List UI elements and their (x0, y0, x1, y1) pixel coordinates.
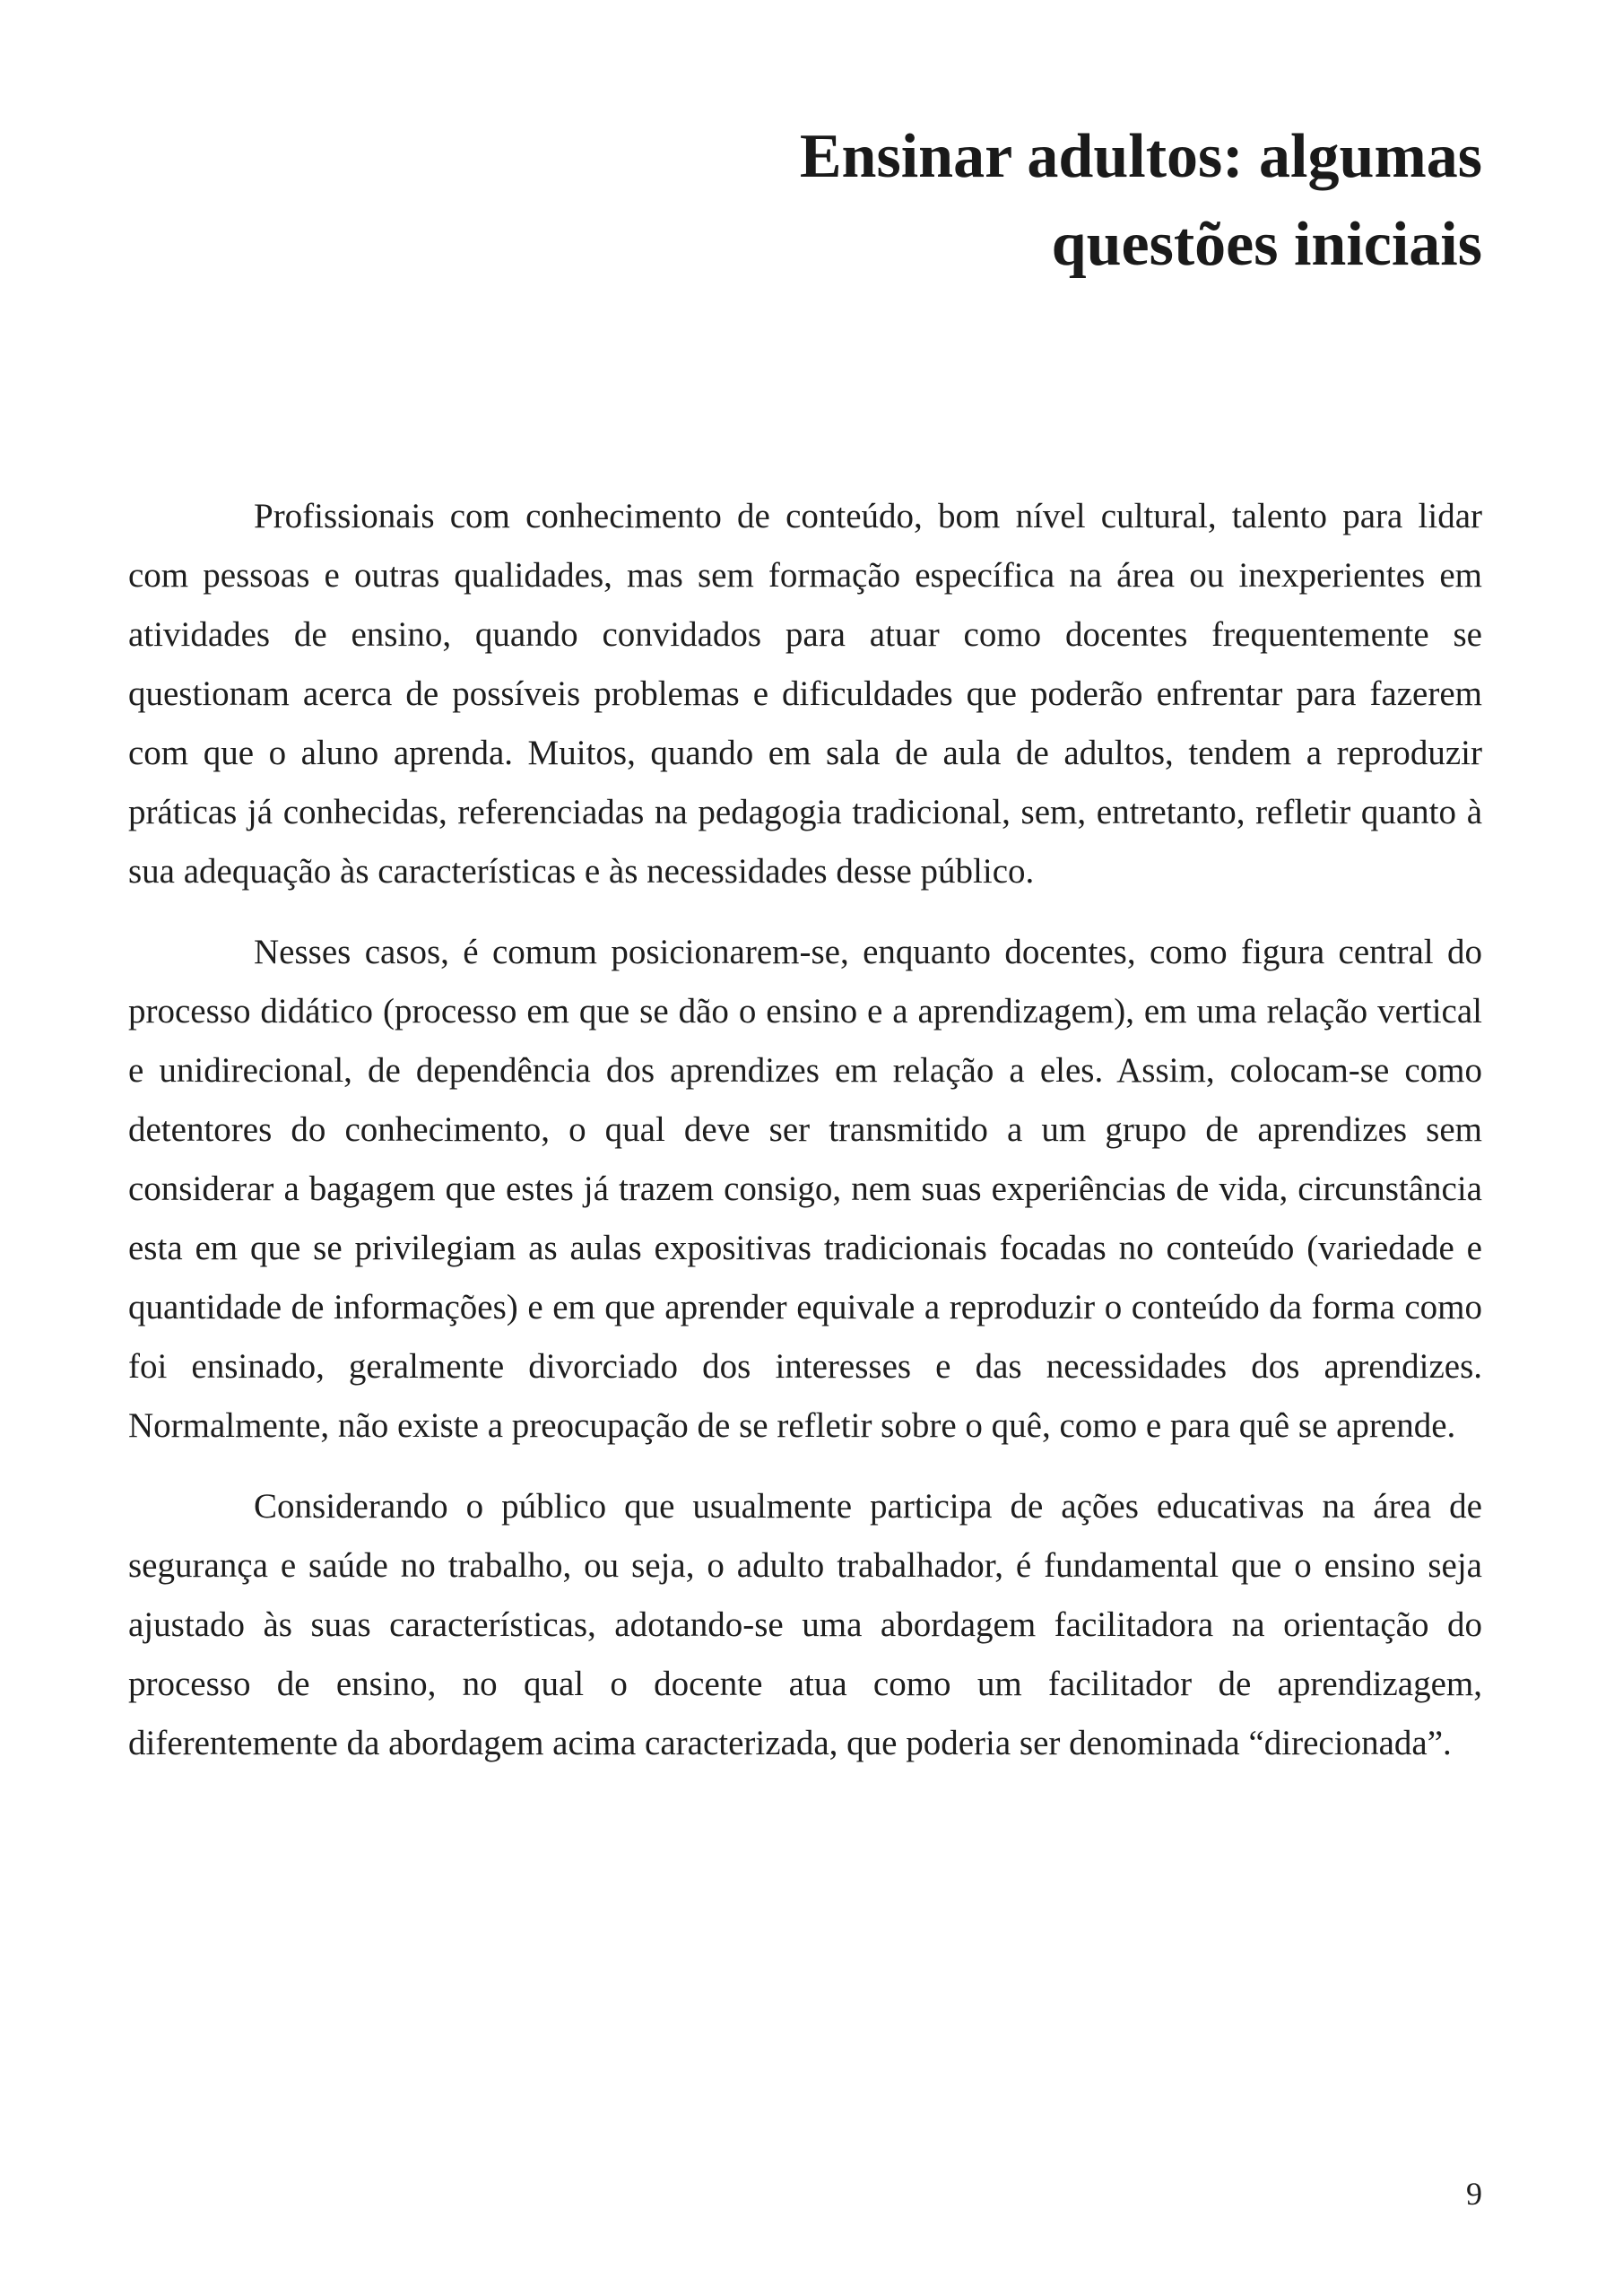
paragraph-2: Nesses casos, é comum posicionarem-se, enquanto docentes, como figura central do processo didático (processo em que se dão o ensino e a aprendizagem), em uma relação vertical e unidirecional, de dependência dos aprendizes em relação a eles. Assim, colocam-se como detentores do conhecimento, o qual deve ser transmitido a um grupo de aprendizes sem considerar a bagagem que estes já trazem consigo, nem suas experiências de vida, circunstância esta em que se privilegiam as aulas expositivas tradicionais focadas no conteúdo (variedade e quantidade de informações) e em que aprender equivale a reproduzir o conteúdo da forma como foi ensinado, geralmente divorciado dos interesses e das necessidades dos aprendizes. Normalmente, não existe a preocupação de se refletir sobre o quê, como e para quê se aprende. (128, 933, 1482, 1445)
chapter-title-line-2: questões iniciais (1051, 210, 1482, 279)
page-number: 9 (1466, 2176, 1482, 2212)
chapter-title (496, 113, 1482, 289)
body-text (128, 487, 1482, 1795)
paragraph-3: Considerando o público que usualmente participa de ações educativas na área de segurança e saúde no trabalho, ou seja, o adulto trabalhador, é fundamental que o ensino seja ajustado às suas características, adotando-se uma abordagem facilitadora na orientação do processo de ensino, no qual o docente atua como um facilitador de aprendizagem, diferentemente da abordagem acima caracterizada, que poderia ser denominada “direcionada”. (128, 1487, 1482, 1762)
chapter-title-line-1: Ensinar adultos: algumas (799, 122, 1482, 191)
paragraph-1: Profissionais com conhecimento de conteúdo, bom nível cultural, talento para lidar com pessoas e outras qualidades, mas sem formação específica na área ou inexperientes em atividades de ensino, quando convidados para atuar como docentes frequentemente se questionam acerca de possíveis problemas e dificuldades que poderão enfrentar para fazerem com que o aluno aprenda. Muitos, quando em sala de aula de adultos, tendem a reproduzir práticas já conhecidas, referenciadas na pedagogia tradicional, sem, entretanto, refletir quanto à sua adequação às características e às necessidades desse público. (128, 497, 1482, 891)
